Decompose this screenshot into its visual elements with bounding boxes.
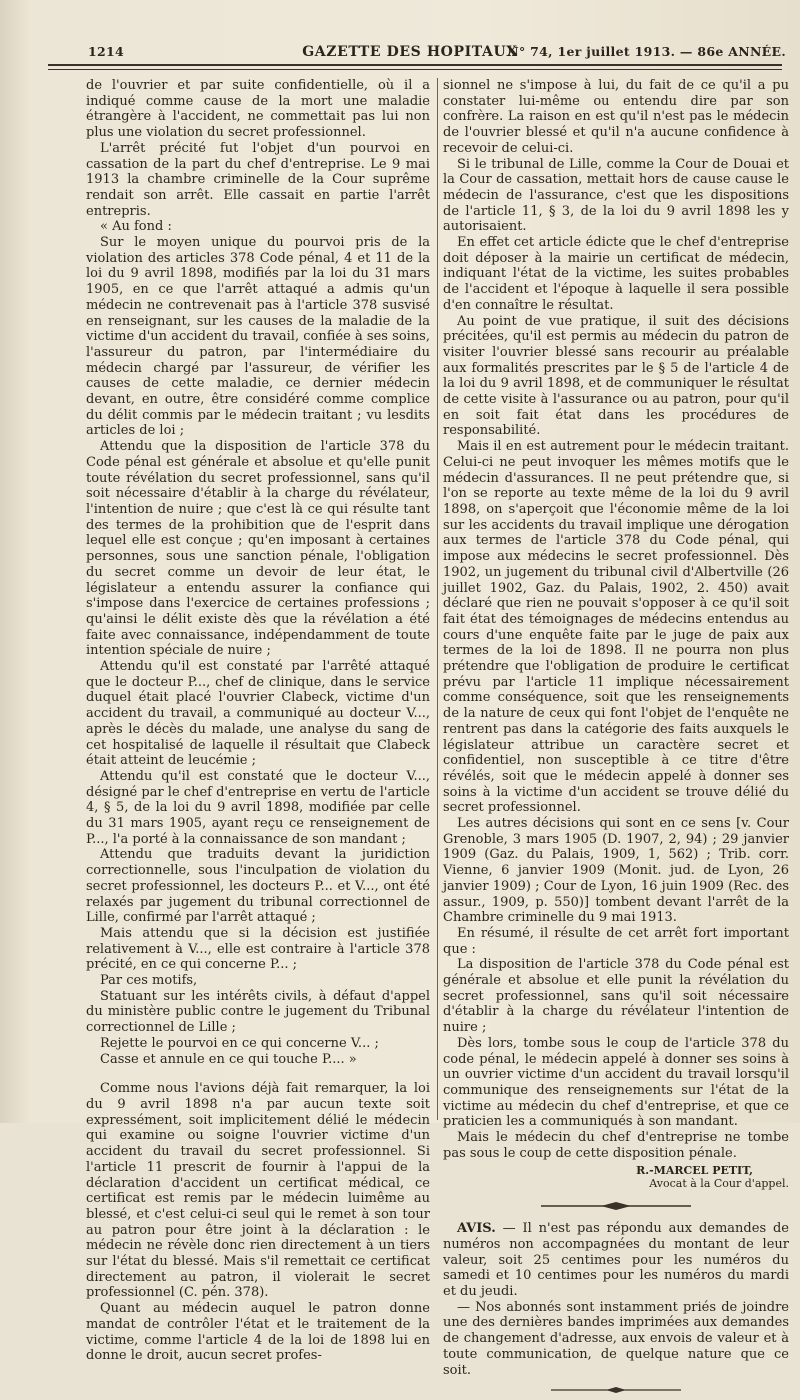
issue-info: N° 74, 1er juillet 1913. — 86e ANNÉE. — [507, 44, 786, 59]
author-title: Avocat à la Cour d'appel. — [649, 1176, 789, 1190]
paragraph: Attendu qu'il est constaté que le docteur V..., désigné par le chef d'entreprise en vertu de l'article 4, § 5, de la loi du 9 avril 1898, modifiée par celle du 31 mars 1905, ayant reçu ce renseignement de P..., l'a porté à la connaissance de son mandant ; — [86, 768, 430, 847]
paragraph: Casse et annule en ce qui touche P.... » — [100, 1051, 357, 1067]
paragraph: sionnel ne s'impose à lui, du fait de ce qu'il a pu constater lui-même ou entendu dire par son confrère. La raison en est qu'il n'est pas le médecin de l'ouvrier blessé et qu'il n'a aucune confidence à recevoir de celui-ci. — [443, 78, 789, 156]
header-rule-thin — [48, 69, 782, 70]
author-name: R.-MARCEL PETIT, — [636, 1163, 753, 1177]
notice-paragraph-2: — Nos abonnés sont instamment priés de joindre une des dernières bandes imprimées aux demandes de changement d'adresse, aux envois de valeur et à toute communication, de quelque nature que ce soit. — [443, 1299, 789, 1378]
paragraph: Mais le médecin du chef d'entreprise ne tombe pas sous le coup de cette disposition pénale. — [443, 1130, 789, 1161]
paragraph: En effet cet article édicte que le chef d'entreprise doit déposer à la mairie un certificat de médecin, indiquant l'état de la victime, les suites probables de l'accident et l'époque à laquelle il sera possible d'en connaître le résultat. — [443, 235, 789, 313]
publication-title: GAZETTE DES HOPITAUX — [302, 44, 518, 60]
notice-text: — Il n'est pas répondu aux demandes de numéros non accompagnées du montant de leur valeur, soit 25 centimes pour les numéros du samedi et 10 centimes pour les numéros du mardi et du jeudi. — [443, 1221, 789, 1300]
page-number: 1214 — [88, 44, 124, 59]
paragraph: Les autres décisions qui sont en ce sens [v. Cour Grenoble, 3 mars 1905 (D. 1907, 2, 94) ; 29 janvier 1909 (Gaz. du Palais, 1909, 1, 562) ; Trib. corr. Vienne, 6 janvier 1909 (Monit. jud. de Lyon, 26 janvier 1909) ; Cour de Lyon, 16 juin 1909 (Rec. des assur., 1909, p. 550)] tombent devant l'arrêt de la Chambre criminelle du 9 mai 1913. — [443, 816, 789, 926]
paragraph: Quant au médecin auquel le patron donne mandat de contrôler l'état et le traitement de la victime, comme l'article 4 de la loi de 1898 lui en donne le droit, aucun secret profes- — [86, 1301, 430, 1364]
notice-section — [443, 1221, 789, 1378]
ornament-rule-icon — [551, 1386, 681, 1394]
right-column — [443, 78, 789, 1400]
paragraph: L'arrêt précité fut l'objet d'un pourvoi en cassation de la part du chef d'entreprise. Le 9 mai 1913 la chambre criminelle de la Cour suprême rendait son arrêt. Elle cassait en partie l'arrêt entrepris. — [86, 140, 430, 219]
signature — [443, 1164, 789, 1190]
paragraph: En résumé, il résulte de cet arrêt fort important que : — [443, 925, 789, 957]
paragraph: « Au fond : — [100, 219, 172, 235]
column-divider — [437, 78, 438, 1120]
paragraph: Attendu que traduits devant la juridiction correctionnelle, sous l'inculpation de violation du secret professionnel, les docteurs P... et V..., ont été relaxés par jugement du tribunal correctionnel de Lille, confirmé par l'arrêt attaqué ; — [86, 847, 430, 926]
bottom-ornament — [443, 1384, 789, 1400]
paragraph: Dès lors, tombe sous le coup de l'article 378 du code pénal, le médecin appelé à donner ses soins à un ouvrier victime d'un accident du travail lorsqu'il communique des renseignements sur l'état de la victime au médecin du chef d'entreprise, et que ce praticien les a communiqués à son mandant. — [443, 1035, 789, 1130]
paragraph: Sur le moyen unique du pourvoi pris de la violation des articles 378 Code pénal, 4 et 11 de la loi du 9 avril 1898, modifiés par la loi du 31 mars 1905, en ce que l'arrêt attaqué a admis qu'un médecin ne contrevenait pas à l'article 378 susvisé en renseignant, sur les causes de la maladie de la victime d'un accident du travail, confiée à ses soins, l'assureur du patron, par l'intermédiaire du médecin chargé par l'assureur, de vérifier les causes de cette maladie, ce dernier médecin devant, en outre, être considéré comme complice du délit commis par le médecin traitant ; vu lesdits articles de loi ; — [86, 235, 430, 439]
paragraph: Rejette le pourvoi en ce qui concerne V... ; — [100, 1035, 379, 1051]
paragraph: La disposition de l'article 378 du Code pénal est générale et absolue et elle punit la révélation du secret professionnel, sans qu'il soit nécessaire d'établir à la charge du révélateur l'intention de nuire ; — [443, 957, 789, 1036]
section-gap — [86, 1067, 430, 1081]
paragraph: Attendu que la disposition de l'article 378 du Code pénal est générale et absolue et qu'elle punit toute révélation du secret professionnel, sans qu'il soit nécessaire d'établir à la charge du révélateur, l'intention de nuire ; que c'est là ce qui résulte tant des termes de la prohibition que de l'esprit dans lequel elle est conçue ; qu'en imposant à certaines personnes, sous une sanction pénale, l'obligation du secret comme un devoir de leur état, le législateur a entendu assurer la confiance qui s'impose dans l'exercice de certaines professions ; qu'ainsi le délit existe dès que la révélation a été faite avec connaissance, indépendamment de toute intention spéciale de nuire ; — [86, 439, 430, 659]
paragraph: Statuant sur les intérêts civils, à défaut d'appel du ministère public contre le jugement du Tribunal correctionnel de Lille ; — [86, 988, 430, 1036]
paragraph: Mais il en est autrement pour le médecin traitant. Celui-ci ne peut invoquer les mêmes motifs que le médecin d'assurances. Il ne peut prétendre que, si l'on se reporte au texte même de la loi du 9 avril 1898, on s'aperçoit que l'économie même de la loi sur les accidents du travail implique une dérogation aux termes de l'article 378 du Code pénal, qui impose aux médecins le secret professionnel. Dès 1902, un jugement du tribunal civil d'Albertville (26 juillet 1902, Gaz. du Palais, 1902, 2. 450) avait déclaré que rien ne pouvait s'opposer à ce qu'il soit fait état des témoignages de médecins entendus au cours d'une enquête faite par le juge de paix aux termes de la loi de 1898. Il ne pourra non plus prétendre que l'obligation de produire le certificat prévu par l'article 11 implique nécessairement comme conséquence, soit que les renseignements de la nature de ceux qui font l'objet de l'enquête ne rentrent pas dans la catégorie des faits auxquels le législateur attribue un caractère secret et confidentiel, non susceptible à ce titre d'être révélés, soit que le médecin appelé à donner ses soins à la victime d'un accident se trouve délié du secret professionnel. — [443, 439, 789, 816]
divider-ornament — [443, 1200, 789, 1216]
paragraph: de l'ouvrier et par suite confidentielle, où il a indiqué comme cause de la mort une maladie étrangère à l'accident, ne commettait pas lui non plus une violation du secret professionnel. — [86, 78, 430, 141]
paragraph: Mais attendu que si la décision est justifiée relativement à V..., elle est contraire à l'article 378 précité, en ce qui concerne P... ; — [86, 925, 430, 973]
ornament-rule-icon — [541, 1202, 691, 1210]
left-column — [86, 78, 430, 1364]
notice-paragraph — [443, 1221, 789, 1300]
paragraph: Si le tribunal de Lille, comme la Cour de Douai et la Cour de cassation, mettait hors de cause cause le médecin de l'assurance, c'est que les dispositions de l'article 11, § 3, de la loi du 9 avril 1898 les y autorisaient. — [443, 156, 789, 235]
header-rule-thick — [48, 64, 782, 66]
paragraph: Comme nous l'avions déjà fait remarquer, la loi du 9 avril 1898 n'a par aucun texte soit expressément, soit implicitement délié le médecin qui examine ou soigne l'ouvrier victime d'un accident du travail du secret professionnel. Si l'article 11 prescrit de fournir à l'appui de la déclaration d'accident un certificat médical, ce certificat est remis par le médecin luimême au blessé, et c'est celui-ci seul qui le remet à son tour au patron pour être joint à la déclaration : le médecin ne révèle donc rien directement à un tiers sur l'état du blessé. Mais s'il remettait ce certificat directement au patron, il violerait le secret professionnel (C. pén. 378). — [86, 1081, 430, 1301]
paragraph: Attendu qu'il est constaté par l'arrêté attaqué que le docteur P..., chef de clinique, dans le service duquel était placé l'ouvrier Clabeck, victime d'un accident du travail, a communiqué au docteur V..., après le décès du malade, une analyse du sang de cet hospitalisé de laquelle il résultait que Clabeck était atteint de leucémie ; — [86, 659, 430, 769]
paragraph: Au point de vue pratique, il suit des décisions précitées, qu'il est permis au médecin du patron de visiter l'ouvrier blessé sans recourir au préalable aux formalités prescrites par le § 5 de l'article 4 de la loi du 9 avril 1898, et de communiquer le résultat de cette visite à l'assurance ou au patron, pour qu'il en soit fait état dans les procédures de responsabilité. — [443, 313, 789, 439]
notice-label: AVIS. — [457, 1221, 496, 1237]
paragraph: Par ces motifs, — [100, 973, 198, 989]
